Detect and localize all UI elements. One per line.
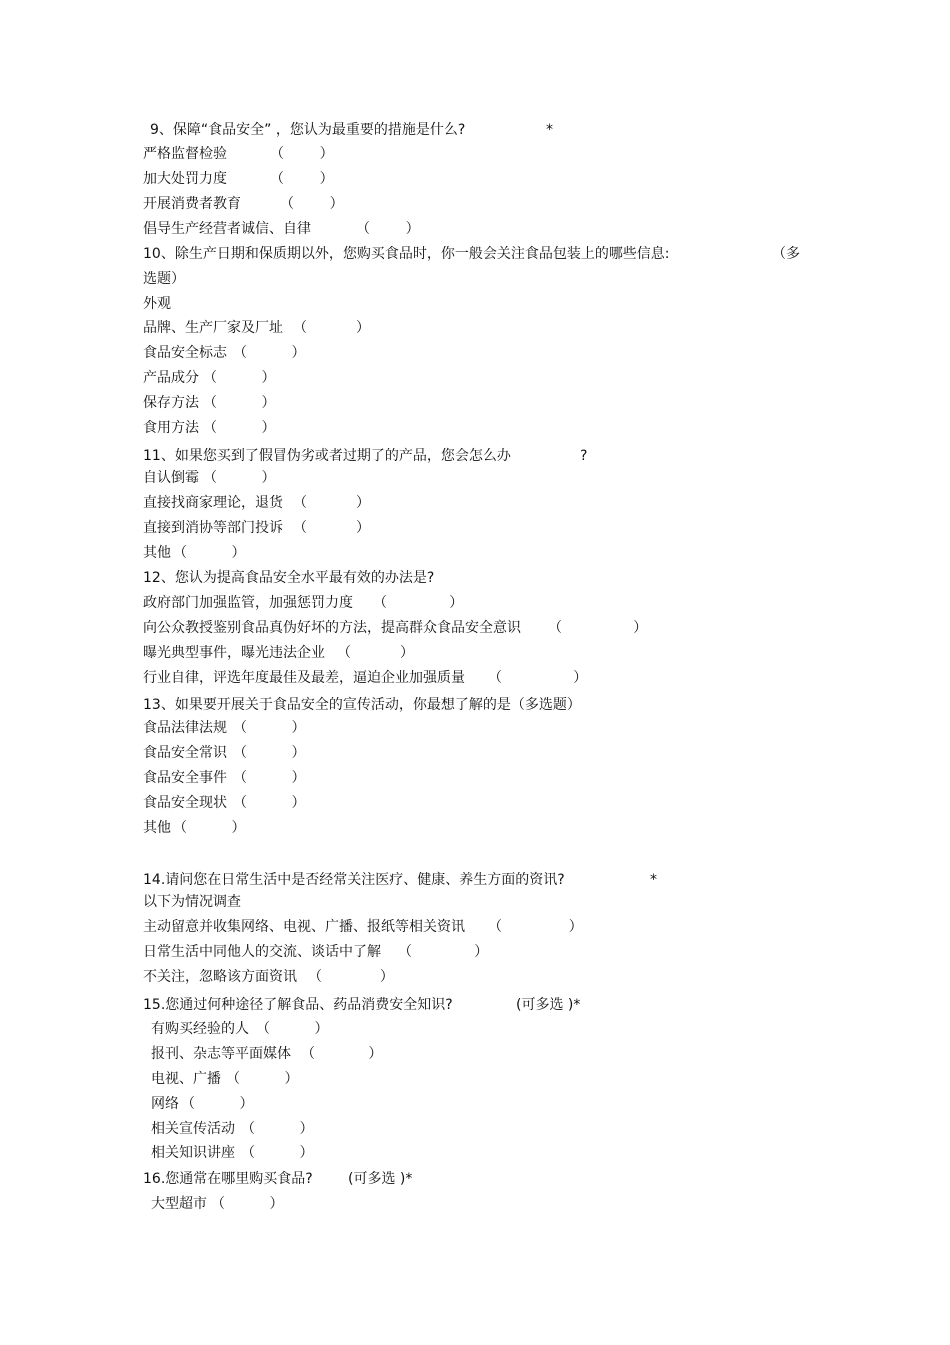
q15-option-5-blank: （ ） bbox=[241, 1121, 314, 1137]
q11-question: 11、如果您买到了假冒伪劣或者过期了的产品，您会怎么办 bbox=[143, 448, 511, 464]
q9-option-1-label: 严格监督检验 bbox=[143, 146, 227, 162]
q14-option-2-blank: （ ） bbox=[398, 944, 489, 960]
q15-option-1-blank: （ ） bbox=[256, 1021, 329, 1037]
q13-option-2-blank: （ ） bbox=[233, 745, 306, 761]
q14-required-mark: * bbox=[650, 872, 657, 888]
q15-option-3-label: 电视、广播 bbox=[151, 1071, 221, 1087]
q10-option-3-label: 食品安全标志 bbox=[143, 345, 227, 361]
q14-option-3-blank: （ ） bbox=[308, 969, 394, 985]
q14-question: 14.请问您在日常生活中是否经常关注医疗、健康、养生方面的资讯? bbox=[143, 872, 565, 888]
q14-option-2-label: 日常生活中同他人的交流、谈话中了解 bbox=[143, 944, 381, 960]
q15-option-6-blank: （ ） bbox=[241, 1145, 314, 1161]
q12-option-2-blank: （ ） bbox=[548, 620, 648, 636]
q9-question: 9、保障“食品安全” ，您认为最重要的措施是什么? bbox=[150, 122, 466, 138]
q11-option-4-blank: （ ） bbox=[173, 545, 246, 561]
q10-option-6-blank: （ ） bbox=[203, 420, 276, 436]
q15-option-1-label: 有购买经验的人 bbox=[151, 1021, 249, 1037]
q10-option-4-blank: （ ） bbox=[203, 370, 276, 386]
q10-option-2-blank: （ ） bbox=[293, 320, 370, 336]
q15-option-2-blank: （ ） bbox=[301, 1046, 383, 1062]
q15-option-2-label: 报刊、杂志等平面媒体 bbox=[151, 1046, 291, 1062]
q13-option-5-blank: （ ） bbox=[173, 820, 246, 836]
q10-option-3-blank: （ ） bbox=[233, 345, 306, 361]
q13-option-3-blank: （ ） bbox=[233, 770, 306, 786]
q13-option-4-label: 食品安全现状 bbox=[143, 795, 227, 811]
q14-option-1-blank: （ ） bbox=[488, 919, 583, 935]
q10-option-2-label: 品牌、生产厂家及厂址 bbox=[143, 320, 283, 336]
q13-option-3-label: 食品安全事件 bbox=[143, 770, 227, 786]
q12-option-3-label: 曝光典型事件，曝光违法企业 bbox=[143, 645, 325, 661]
q10-note: （多 bbox=[772, 246, 800, 262]
q13-option-1-blank: （ ） bbox=[233, 720, 306, 736]
q13-question: 13、如果要开展关于食品安全的宣传活动，你最想了解的是（多选题） bbox=[143, 697, 581, 713]
q12-option-1-blank: （ ） bbox=[373, 595, 464, 611]
q13-option-5-label: 其他 bbox=[143, 820, 171, 836]
q10-option-5-label: 保存方法 bbox=[143, 395, 199, 411]
q11-question-mark: ? bbox=[580, 448, 588, 464]
q12-option-2-label: 向公众教授鉴别食品真伪好坏的方法，提高群众食品安全意识 bbox=[143, 620, 521, 636]
q15-option-5-label: 相关宣传活动 bbox=[151, 1121, 235, 1137]
q12-option-1-label: 政府部门加强监管，加强惩罚力度 bbox=[143, 595, 353, 611]
q10-option-4-label: 产品成分 bbox=[143, 370, 199, 386]
q12-question: 12、您认为提高食品安全水平最有效的办法是? bbox=[143, 570, 435, 586]
q14-option-3-label: 不关注，忽略该方面资讯 bbox=[143, 969, 297, 985]
q14-intro: 以下为情况调查 bbox=[143, 894, 241, 910]
q15-question: 15.您通过何种途径了解食品、药品消费安全知识? bbox=[143, 997, 453, 1013]
q9-option-1-blank: （ ） bbox=[270, 146, 334, 162]
q9-option-4-blank: （ ） bbox=[356, 221, 420, 237]
q12-option-4-blank: （ ） bbox=[488, 670, 588, 686]
q12-option-3-blank: （ ） bbox=[337, 645, 414, 661]
q11-option-3-label: 直接到消协等部门投诉 bbox=[143, 520, 283, 536]
q16-option-1-label: 大型超市 bbox=[151, 1196, 207, 1212]
q11-option-2-label: 直接找商家理论，退货 bbox=[143, 495, 283, 511]
q12-option-4-label: 行业自律，评选年度最佳及最差，逼迫企业加强质量 bbox=[143, 670, 465, 686]
q10-note-cont: 选题） bbox=[143, 271, 185, 287]
q15-option-4-blank: （ ） bbox=[181, 1096, 254, 1112]
q15-option-3-blank: （ ） bbox=[226, 1071, 299, 1087]
q13-option-2-label: 食品安全常识 bbox=[143, 745, 227, 761]
q11-option-1-blank: （ ） bbox=[203, 470, 276, 486]
q11-option-4-label: 其他 bbox=[143, 545, 171, 561]
q16-question: 16.您通常在哪里购买食品? bbox=[143, 1171, 313, 1187]
q11-option-3-blank: （ ） bbox=[293, 520, 370, 536]
q13-option-1-label: 食品法律法规 bbox=[143, 720, 227, 736]
q14-option-1-label: 主动留意并收集网络、电视、广播、报纸等相关资讯 bbox=[143, 919, 465, 935]
q15-option-4-label: 网络 bbox=[151, 1096, 179, 1112]
q10-option-1-label: 外观 bbox=[143, 296, 171, 312]
q9-required-mark: * bbox=[546, 122, 553, 138]
q9-option-2-label: 加大处罚力度 bbox=[143, 171, 227, 187]
q9-option-2-blank: （ ） bbox=[270, 171, 334, 187]
q9-option-3-blank: （ ） bbox=[280, 196, 344, 212]
q13-option-4-blank: （ ） bbox=[233, 795, 306, 811]
q11-option-2-blank: （ ） bbox=[293, 495, 370, 511]
q9-option-3-label: 开展消费者教育 bbox=[143, 196, 241, 212]
q9-option-4-label: 倡导生产经营者诚信、自律 bbox=[143, 221, 311, 237]
q10-option-6-label: 食用方法 bbox=[143, 420, 199, 436]
q10-option-5-blank: （ ） bbox=[203, 395, 276, 411]
q15-option-6-label: 相关知识讲座 bbox=[151, 1145, 235, 1161]
q16-note: (可多选 )* bbox=[348, 1171, 413, 1187]
q11-option-1-label: 自认倒霉 bbox=[143, 470, 199, 486]
q10-question: 10、除生产日期和保质期以外，您购买食品时，你一般会关注食品包装上的哪些信息: bbox=[143, 246, 670, 262]
q16-option-1-blank: （ ） bbox=[211, 1196, 284, 1212]
q15-note: (可多选 )* bbox=[516, 997, 581, 1013]
